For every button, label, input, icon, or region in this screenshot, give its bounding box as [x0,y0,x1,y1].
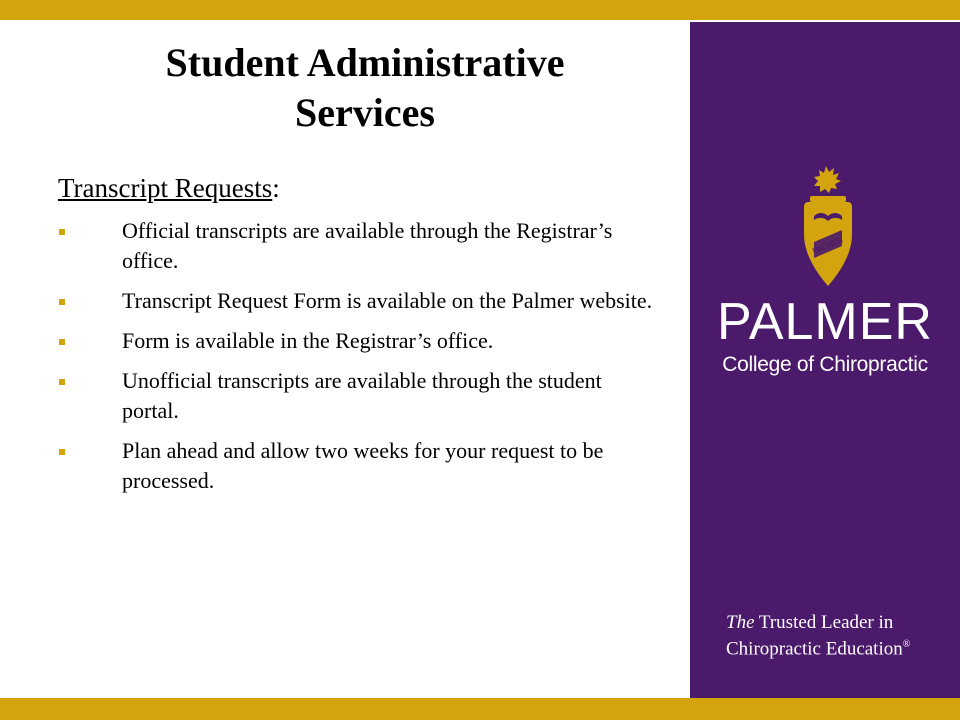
brand-tagline [726,612,956,660]
title-line-2: Services [295,90,435,135]
bullet-text: Form is available in the Registrar’s office. [122,328,494,353]
bullet-text: Unofficial transcripts are available through the student portal. [122,368,602,423]
bottom-gold-bar [0,698,960,720]
section-heading-text: Transcript Requests [58,173,273,203]
section-heading-colon: : [272,173,280,203]
section-heading [58,170,280,206]
square-bullet-icon [59,299,65,305]
square-bullet-icon [59,339,65,345]
palmer-crest-icon [800,162,856,290]
registered-mark: ® [902,639,911,650]
slide-title [40,38,690,138]
brand-name: PALMER [717,293,933,351]
bullet-list [58,216,658,506]
title-line-1: Student Administrative [165,40,565,85]
bullet-item [58,366,658,426]
bullet-item [58,436,658,496]
square-bullet-icon [59,379,65,385]
square-bullet-icon [59,449,65,455]
bullet-item [58,326,658,356]
bullet-text: Transcript Request Form is available on the Palmer website. [122,288,653,313]
square-bullet-icon [59,229,65,235]
bullet-text: Official transcripts are available through the Registrar’s office. [122,218,613,273]
tagline-rest: Trusted Leader in [754,612,894,633]
tagline-lead: The [726,612,755,633]
college-name: College of Chiropractic [722,353,928,376]
crest-text: PALMER [811,235,845,256]
bullet-text: Plan ahead and allow two weeks for your request to be processed. [122,438,604,493]
top-gold-bar [0,0,960,20]
bullet-item [58,216,658,276]
tagline-line-2: Chiropractic Education [726,638,903,660]
bullet-item [58,286,658,316]
brand-panel [690,22,960,698]
